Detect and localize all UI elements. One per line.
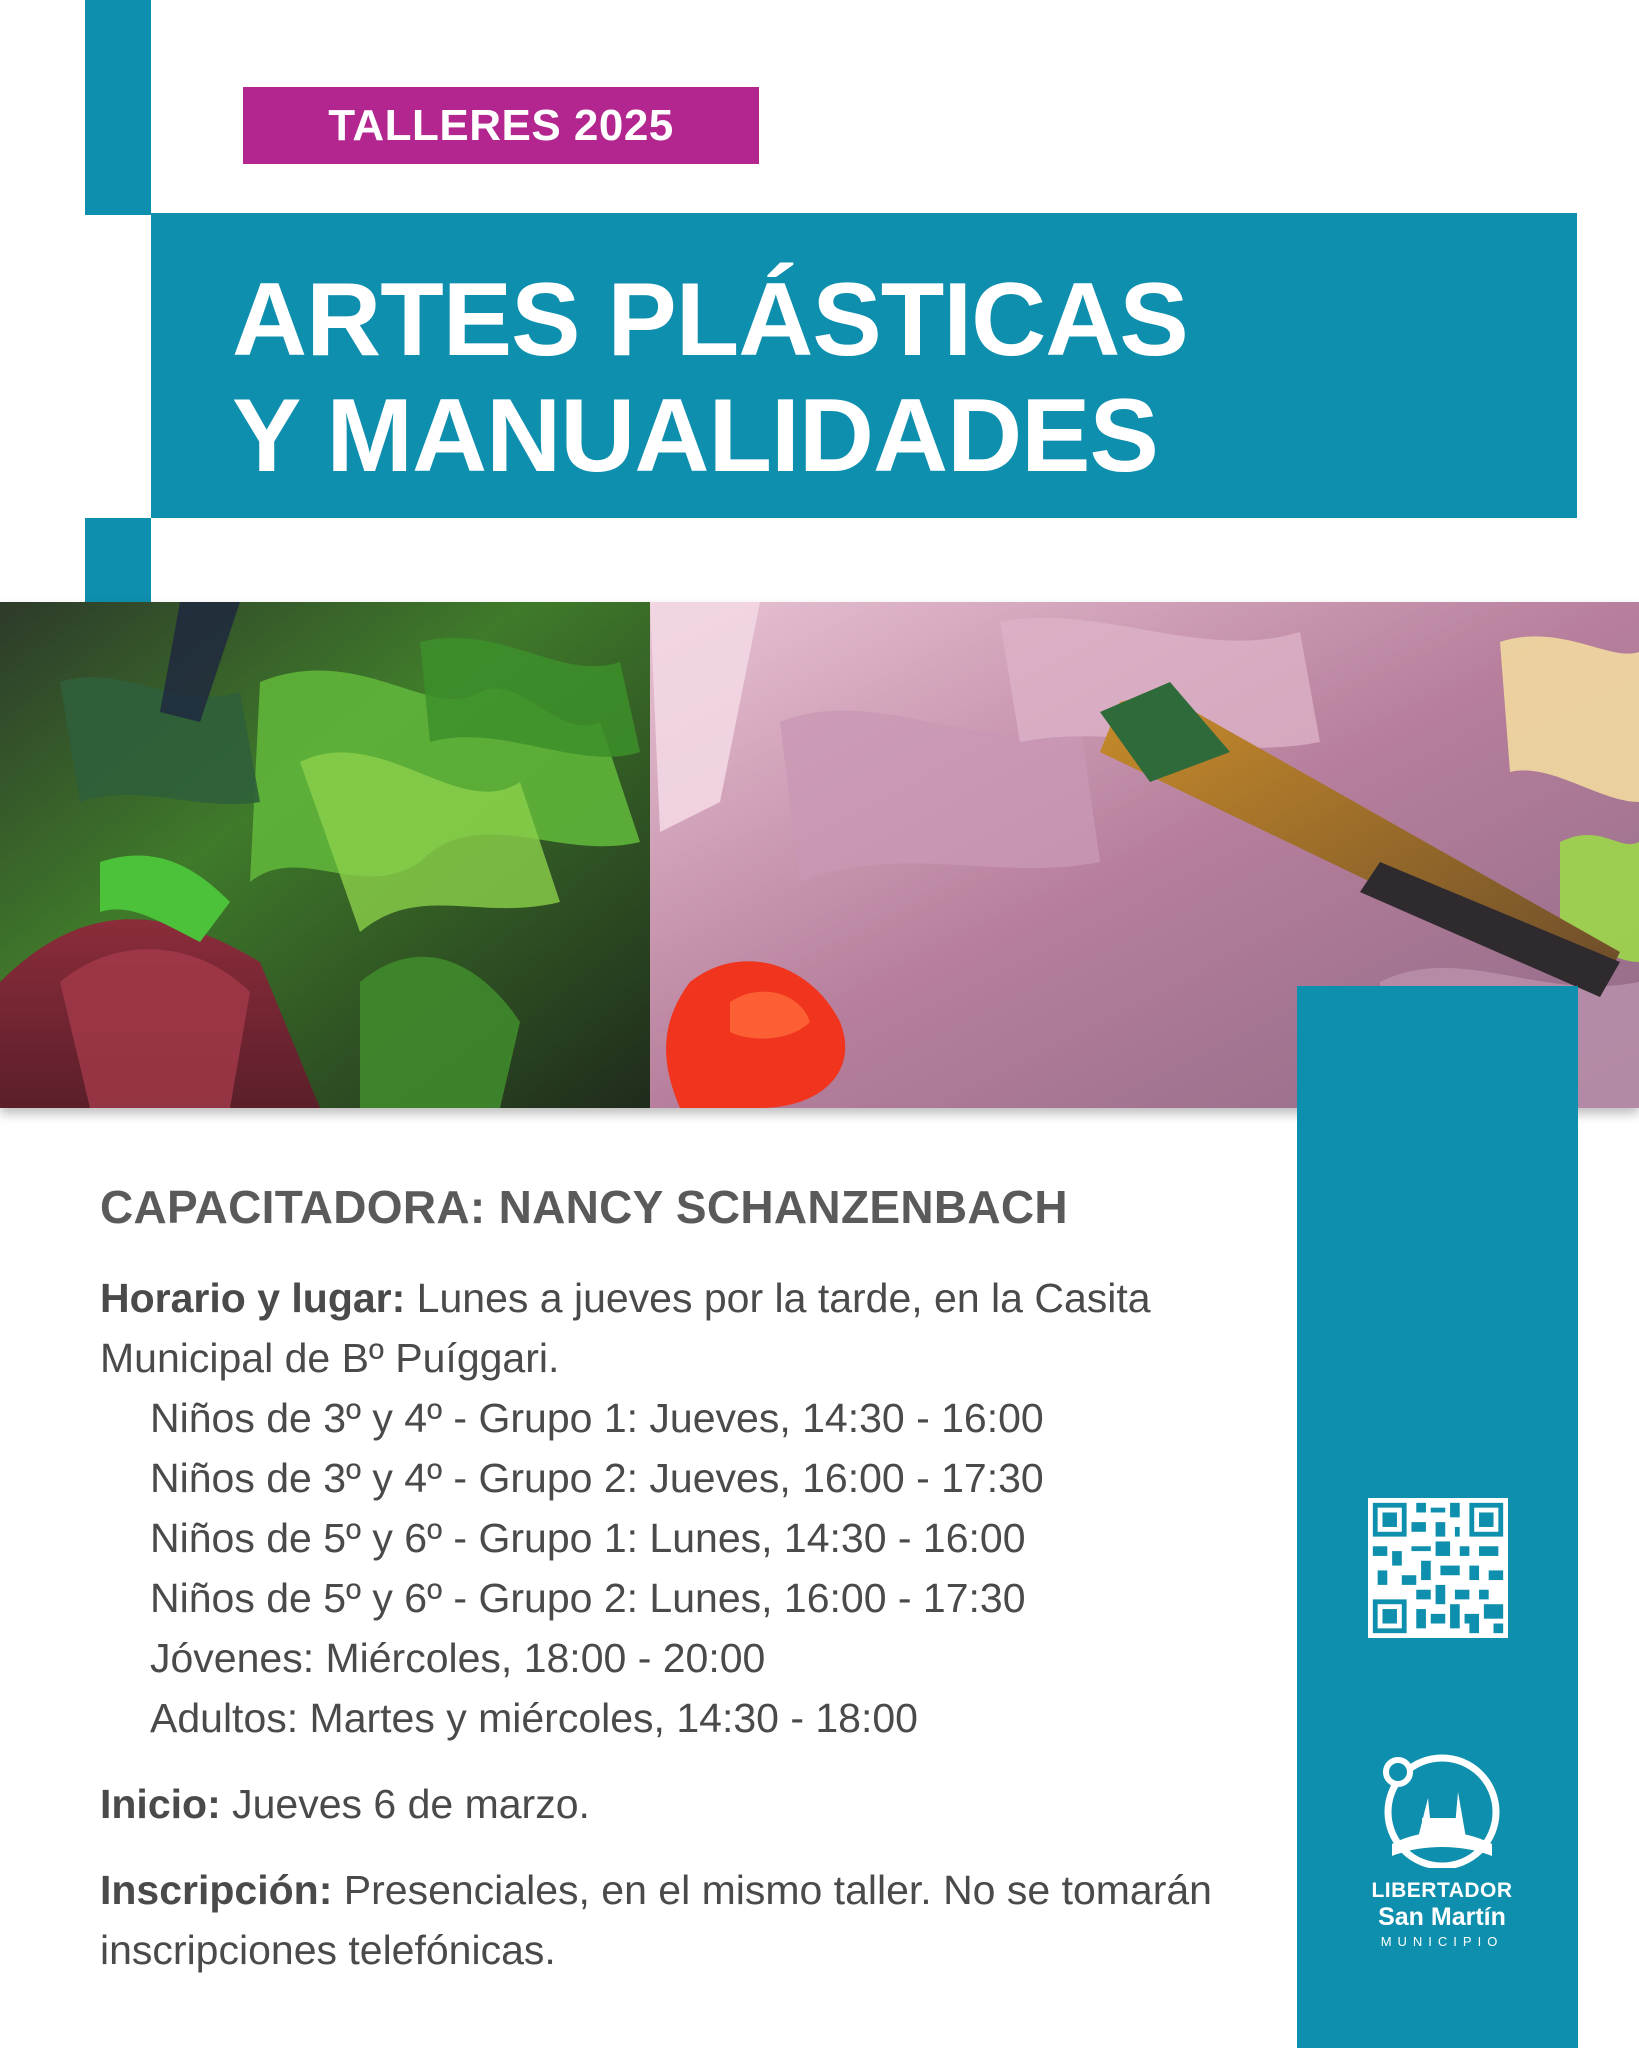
group-list: [100, 1388, 1250, 1748]
start-paragraph: [100, 1774, 1250, 1834]
schedule-paragraph: [100, 1268, 1250, 1388]
signup-text: Presenciales, en el mismo taller. No se tomarán inscripciones telefónicas.: [100, 1867, 1212, 1973]
qr-code[interactable]: [1368, 1498, 1508, 1638]
page-title: [232, 262, 1188, 494]
schedule-text: Lunes a jueves por la tarde, en la Casita Municipal de Bº Puíggari.: [100, 1275, 1151, 1381]
year-tag: TALLERES 2025: [243, 87, 759, 164]
title-line-2: Y MANUALIDADES: [232, 378, 1158, 494]
decorative-bar-top: [85, 0, 151, 215]
decorative-checker: [0, 215, 85, 518]
list-item: Niños de 5º y 6º - Grupo 2: Lunes, 16:00 - 17:30: [150, 1575, 1026, 1621]
list-item: Niños de 3º y 4º - Grupo 1: Jueves, 14:30 - 16:00: [150, 1395, 1044, 1441]
start-text: Jueves 6 de marzo.: [220, 1781, 590, 1827]
trainer-name: CAPACITADORA: NANCY SCHANZENBACH: [100, 1181, 1068, 1233]
list-item: Adultos: Martes y miércoles, 14:30 - 18:00: [150, 1695, 918, 1741]
logo-line-2: San Martín: [1378, 1903, 1506, 1931]
workshop-info: [100, 1180, 1250, 1980]
municipal-emblem-icon: [1362, 1748, 1522, 1868]
logo-line-3: MUNICIPIO: [1380, 1934, 1504, 1949]
list-item: Niños de 5º y 6º - Grupo 1: Lunes, 14:30 - 16:00: [150, 1515, 1026, 1561]
qr-code-icon: [1368, 1498, 1508, 1638]
list-item: Niños de 3º y 4º - Grupo 2: Jueves, 16:00 - 17:30: [150, 1455, 1044, 1501]
schedule-label: Horario y lugar:: [100, 1275, 406, 1321]
municipal-logo: [1362, 1748, 1522, 1988]
list-item: Jóvenes: Miércoles, 18:00 - 20:00: [150, 1635, 766, 1681]
title-line-1: ARTES PLÁSTICAS: [232, 262, 1188, 378]
signup-label: Inscripción:: [100, 1867, 333, 1913]
logo-line-1: LIBERTADOR: [1371, 1879, 1513, 1902]
start-label: Inicio:: [100, 1781, 221, 1827]
signup-paragraph: [100, 1860, 1250, 1980]
